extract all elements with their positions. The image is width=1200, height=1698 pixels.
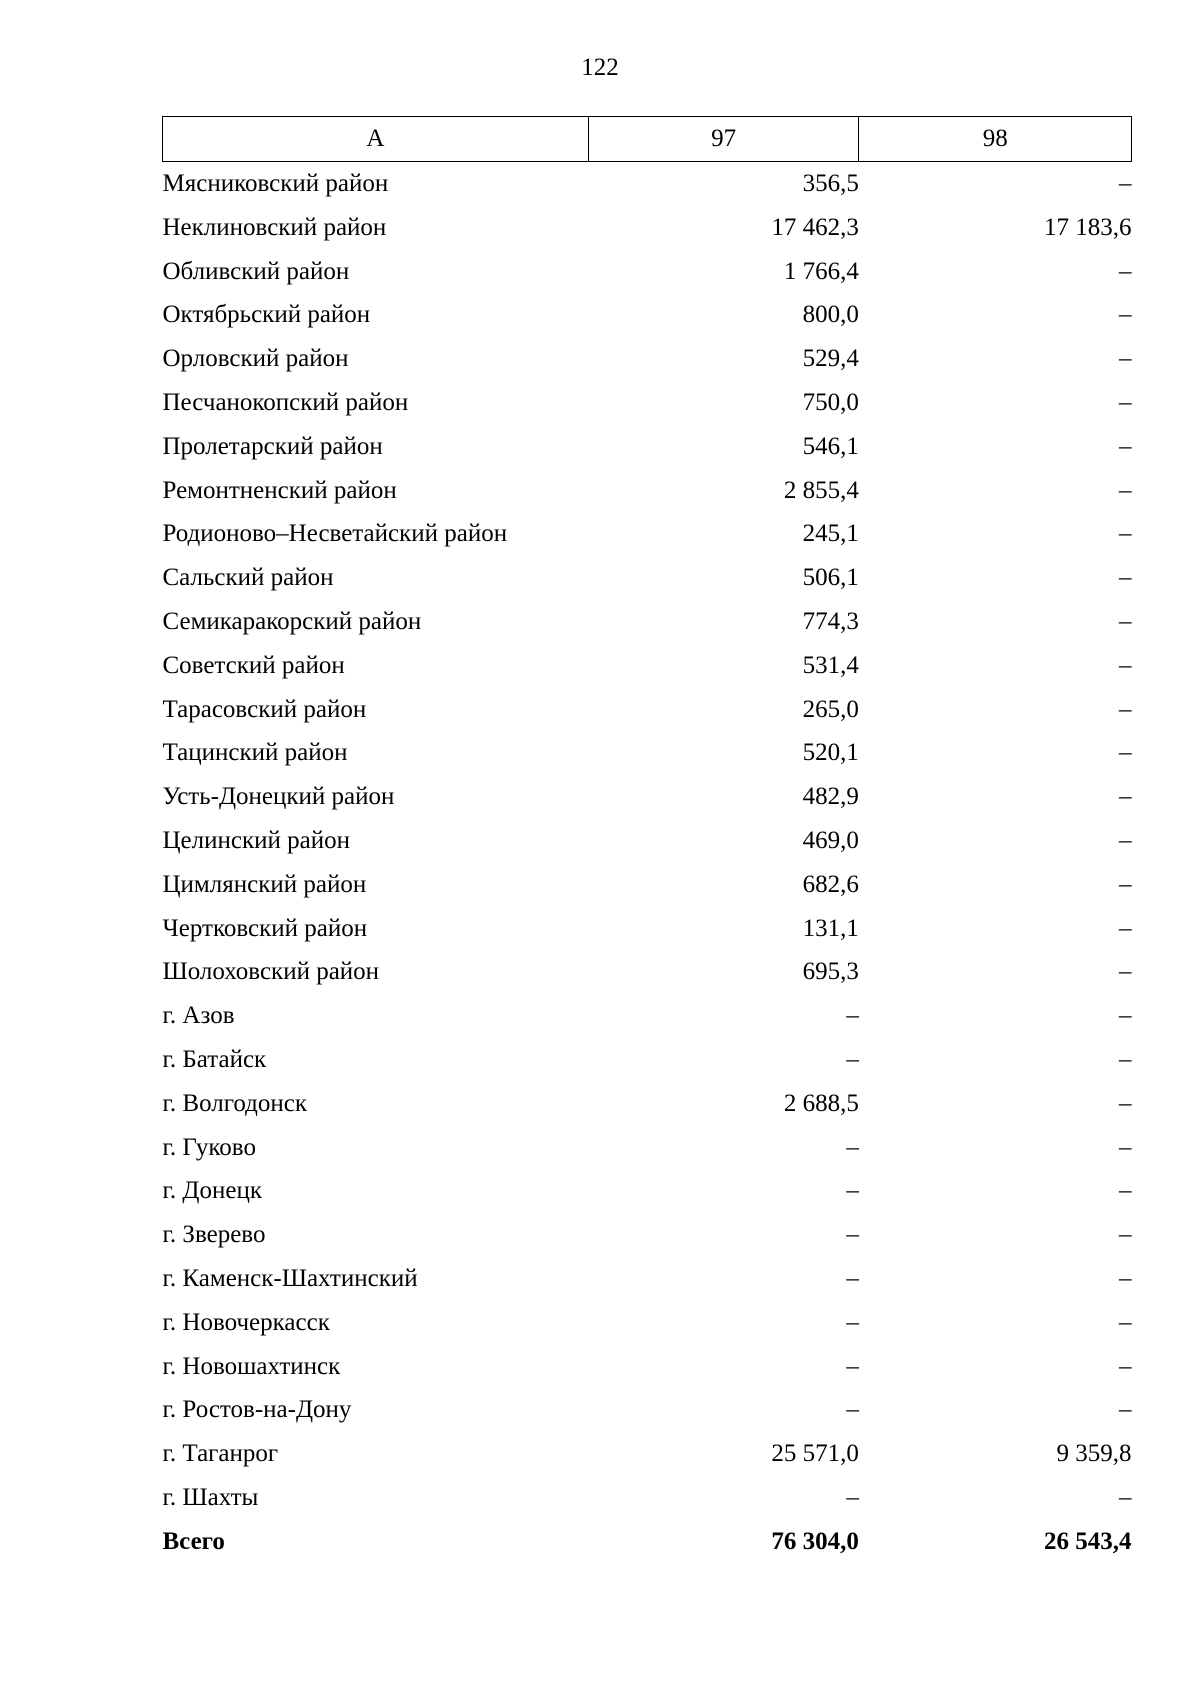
value-98-cell: – xyxy=(1119,870,1132,898)
row-name-cell: Чертковский район xyxy=(162,914,368,942)
value-97-cell: 265,0 xyxy=(802,695,859,723)
value-98-cell: 9 359,8 xyxy=(1056,1440,1132,1468)
value-97-cell: – xyxy=(846,1483,859,1511)
row-name-cell: г. Новочеркасск xyxy=(162,1308,330,1336)
value-97-cell: 482,9 xyxy=(802,783,859,811)
value-97-cell: 695,3 xyxy=(802,958,859,986)
value-98-cell: – xyxy=(1119,564,1132,592)
value-97-cell: – xyxy=(846,1308,859,1336)
column-header-a: А xyxy=(163,117,589,162)
row-name-cell: Обливский район xyxy=(162,257,350,285)
value-97-cell: 2 855,4 xyxy=(783,476,859,504)
table-row xyxy=(163,775,1132,819)
value-97-cell: 520,1 xyxy=(802,739,859,767)
value-98-cell: – xyxy=(1119,1221,1132,1249)
value-97-cell: 17 462,3 xyxy=(771,213,859,241)
table-row xyxy=(163,731,1132,775)
value-97-cell: 774,3 xyxy=(802,607,859,635)
value-97-cell: – xyxy=(846,1264,859,1292)
value-97-cell: – xyxy=(846,1045,859,1073)
table-row xyxy=(163,1169,1132,1213)
row-name-cell: Цимлянский район xyxy=(162,870,367,898)
value-97-cell: 682,6 xyxy=(802,870,859,898)
table-row xyxy=(163,1432,1132,1476)
row-name-cell: Шолоховский район xyxy=(162,958,380,986)
table-row xyxy=(163,1038,1132,1082)
total-row xyxy=(163,1520,1132,1564)
value-98-cell: – xyxy=(1119,520,1132,548)
value-97-cell: – xyxy=(846,1396,859,1424)
table-row xyxy=(163,1301,1132,1345)
row-name-cell: Песчанокопский район xyxy=(162,388,409,416)
value-97-cell: 131,1 xyxy=(802,914,859,942)
table-row xyxy=(163,1476,1132,1520)
row-name-cell: Советский район xyxy=(162,651,345,679)
value-98-cell: 17 183,6 xyxy=(1044,213,1132,241)
table-header-row xyxy=(163,117,1132,162)
value-98-cell: – xyxy=(1119,476,1132,504)
row-name-cell: Ремонтненский район xyxy=(162,476,397,504)
value-98-cell: – xyxy=(1119,432,1132,460)
table-row xyxy=(163,1388,1132,1432)
value-98-cell: – xyxy=(1119,651,1132,679)
value-98-cell: – xyxy=(1119,783,1132,811)
row-name-cell: Орловский район xyxy=(162,345,349,373)
row-name-cell: г. Таганрог xyxy=(162,1440,279,1468)
row-name-cell: г. Шахты xyxy=(162,1483,259,1511)
table-row xyxy=(163,1345,1132,1389)
value-98-cell: – xyxy=(1119,914,1132,942)
row-name-cell: Родионово–Несветайский район xyxy=(162,520,508,548)
row-name-cell: Целинский район xyxy=(162,826,350,854)
data-table xyxy=(162,116,1132,1564)
value-98-cell: – xyxy=(1119,1089,1132,1117)
table-row xyxy=(163,863,1132,907)
row-name-cell: г. Каменск-Шахтинский xyxy=(162,1264,418,1292)
row-name-cell: Октябрьский район xyxy=(162,301,371,329)
table-row xyxy=(163,1082,1132,1126)
row-name-cell: г. Батайск xyxy=(162,1045,267,1073)
row-name-cell: Усть-Донецкий район xyxy=(162,783,395,811)
table-row xyxy=(163,250,1132,294)
table-row xyxy=(163,425,1132,469)
value-98-cell: – xyxy=(1119,1396,1132,1424)
value-97-cell: 245,1 xyxy=(802,520,859,548)
value-98-cell: – xyxy=(1119,1133,1132,1161)
row-name-cell: Семикаракорский район xyxy=(162,607,422,635)
row-name-cell: Мясниковский район xyxy=(162,170,389,197)
value-98-cell: – xyxy=(1119,826,1132,854)
column-header-98: 98 xyxy=(859,117,1132,162)
table-row xyxy=(163,293,1132,337)
row-name-cell: Неклиновский район xyxy=(162,213,387,241)
table-row xyxy=(163,206,1132,250)
value-98-cell: – xyxy=(1119,958,1132,986)
value-98-cell: – xyxy=(1119,1264,1132,1292)
value-97-cell: – xyxy=(846,1002,859,1030)
value-97-cell: 1 766,4 xyxy=(783,257,859,285)
table-row xyxy=(163,381,1132,425)
value-97-cell: 546,1 xyxy=(802,432,859,460)
row-name-cell: г. Новошахтинск xyxy=(162,1352,341,1380)
table-body xyxy=(163,162,1132,1564)
row-name-cell: г. Гуково xyxy=(162,1133,256,1161)
value-97-cell: – xyxy=(846,1177,859,1205)
value-97-cell: 356,5 xyxy=(802,170,859,197)
row-name-cell: Сальский район xyxy=(162,564,334,592)
value-97-cell: – xyxy=(846,1133,859,1161)
value-98-cell: – xyxy=(1119,695,1132,723)
row-name-cell: г. Донецк xyxy=(162,1177,262,1205)
value-98-cell: – xyxy=(1119,1045,1132,1073)
value-97-cell: – xyxy=(846,1221,859,1249)
row-name-cell: г. Азов xyxy=(162,1002,235,1030)
table-row xyxy=(163,907,1132,951)
value-97-cell: 469,0 xyxy=(802,826,859,854)
value-98-cell: – xyxy=(1119,345,1132,373)
table-row xyxy=(163,950,1132,994)
row-name-cell: г. Ростов-на-Дону xyxy=(162,1396,352,1424)
value-98-cell: – xyxy=(1119,388,1132,416)
value-98-cell: – xyxy=(1119,1483,1132,1511)
table-row xyxy=(163,1126,1132,1170)
row-name-cell: Всего xyxy=(162,1527,225,1555)
table-row xyxy=(163,1257,1132,1301)
table-row xyxy=(163,556,1132,600)
page-number: 122 xyxy=(581,54,619,81)
table-row xyxy=(163,1213,1132,1257)
row-name-cell: Тацинский район xyxy=(162,739,348,767)
row-name-cell: Тарасовский район xyxy=(162,695,367,723)
table-row xyxy=(163,337,1132,381)
value-98-cell: – xyxy=(1119,170,1132,197)
table-row xyxy=(163,819,1132,863)
column-header-97: 97 xyxy=(588,117,859,162)
row-name-cell: г. Зверево xyxy=(162,1221,266,1249)
table-row xyxy=(163,469,1132,513)
value-98-cell: – xyxy=(1119,739,1132,767)
value-97-cell: 800,0 xyxy=(802,301,859,329)
row-name-cell: г. Волгодонск xyxy=(162,1089,308,1117)
value-97-cell: 25 571,0 xyxy=(771,1440,859,1468)
table-row xyxy=(163,688,1132,732)
value-97-cell: 76 304,0 xyxy=(771,1527,859,1555)
value-97-cell: 750,0 xyxy=(802,388,859,416)
value-98-cell: – xyxy=(1119,1352,1132,1380)
value-98-cell: – xyxy=(1119,1002,1132,1030)
table-row xyxy=(163,162,1132,206)
value-97-cell: 506,1 xyxy=(802,564,859,592)
table-row xyxy=(163,994,1132,1038)
value-98-cell: – xyxy=(1119,1308,1132,1336)
value-97-cell: 529,4 xyxy=(802,345,859,373)
value-98-cell: – xyxy=(1119,301,1132,329)
value-97-cell: – xyxy=(846,1352,859,1380)
table-row xyxy=(163,512,1132,556)
value-98-cell: – xyxy=(1119,257,1132,285)
table-row xyxy=(163,644,1132,688)
value-97-cell: 531,4 xyxy=(802,651,859,679)
value-98-cell: 26 543,4 xyxy=(1044,1527,1132,1555)
value-98-cell: – xyxy=(1119,1177,1132,1205)
value-97-cell: 2 688,5 xyxy=(783,1089,859,1117)
row-name-cell: Пролетарский район xyxy=(162,432,383,460)
table-row xyxy=(163,600,1132,644)
value-98-cell: – xyxy=(1119,607,1132,635)
